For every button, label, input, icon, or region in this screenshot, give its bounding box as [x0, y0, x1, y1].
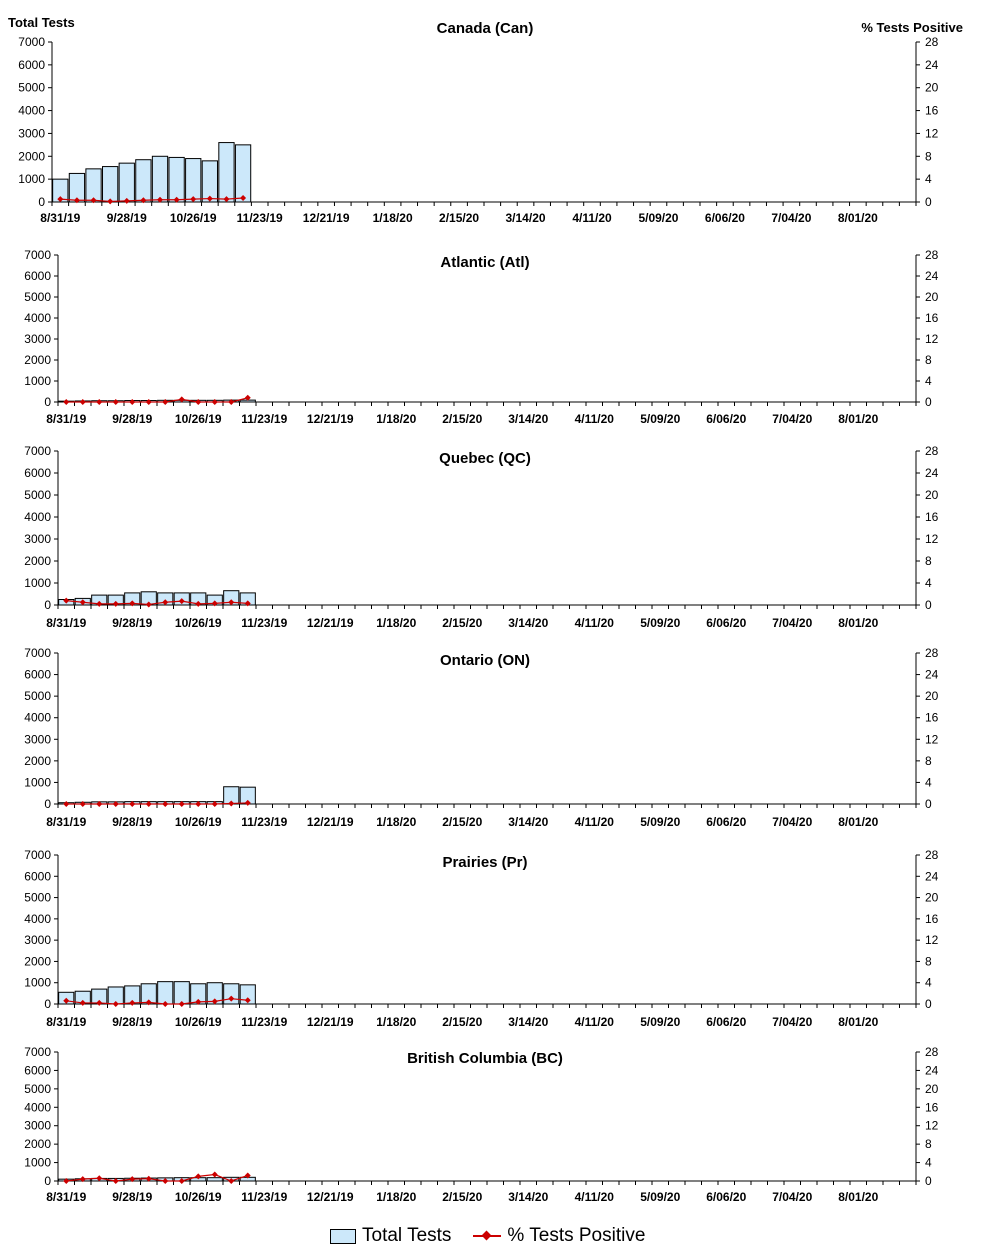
x-tick-label: 5/09/20 [640, 412, 681, 426]
chart-panel [24, 1045, 938, 1204]
right-tick-label: 0 [925, 195, 932, 209]
x-tick-label: 12/21/19 [306, 412, 354, 426]
right-tick-label: 4 [925, 775, 932, 790]
x-tick-label: 11/23/19 [241, 412, 288, 426]
chart-title: Prairies (Pr) [442, 854, 528, 871]
x-tick-label: 1/18/20 [376, 1015, 417, 1029]
x-tick-label: 11/23/19 [241, 815, 288, 829]
x-tick-label: 6/06/20 [706, 616, 747, 630]
left-tick-label: 4000 [24, 1100, 51, 1115]
chart-title: Ontario (ON) [440, 652, 530, 669]
left-tick-label: 2000 [24, 1137, 51, 1152]
point-percent-positive [129, 399, 135, 405]
x-tick-label: 1/18/20 [376, 412, 417, 426]
chart-panel [24, 248, 938, 426]
left-tick-label: 7000 [24, 646, 51, 660]
x-tick-label: 6/06/20 [704, 211, 745, 225]
x-tick-label: 8/31/19 [46, 1190, 87, 1204]
x-tick-label: 7/04/20 [772, 1015, 813, 1029]
legend-item-total-tests [330, 1225, 451, 1247]
x-tick-label: 3/14/20 [508, 412, 549, 426]
left-tick-label: 2000 [24, 753, 51, 768]
bar-total-tests [235, 145, 250, 202]
x-tick-label: 12/21/19 [306, 815, 354, 829]
x-tick-label: 8/31/19 [46, 1015, 87, 1029]
x-tick-label: 6/06/20 [706, 1015, 747, 1029]
x-tick-label: 9/28/19 [112, 412, 153, 426]
chart-title: Atlantic (Atl) [440, 254, 530, 271]
left-tick-label: 3000 [18, 126, 45, 141]
legend-bar-swatch [330, 1229, 356, 1244]
x-tick-label: 11/23/19 [241, 1190, 288, 1204]
chart-panel [24, 646, 938, 829]
left-tick-label: 5000 [24, 488, 51, 502]
left-tick-label: 0 [44, 598, 51, 612]
left-tick-label: 6000 [24, 667, 51, 682]
x-tick-label: 9/28/19 [112, 1190, 153, 1204]
right-tick-label: 24 [925, 466, 939, 480]
x-tick-label: 8/31/19 [46, 616, 87, 630]
right-tick-label: 12 [925, 126, 939, 141]
right-tick-label: 24 [925, 1063, 939, 1078]
bar-total-tests [158, 982, 173, 1004]
right-tick-label: 28 [925, 444, 939, 458]
right-tick-label: 20 [925, 488, 939, 502]
left-tick-label: 6000 [24, 869, 51, 884]
legend [330, 1222, 670, 1250]
x-tick-label: 9/28/19 [112, 815, 153, 829]
x-tick-label: 7/04/20 [772, 616, 813, 630]
left-tick-label: 5000 [24, 290, 51, 304]
right-tick-label: 16 [925, 1100, 939, 1115]
bar-total-tests [86, 169, 101, 202]
right-tick-label: 24 [925, 667, 939, 682]
chart-panel [24, 444, 938, 630]
point-percent-positive [80, 399, 86, 405]
chart-panel [18, 20, 938, 225]
right-tick-label: 8 [925, 954, 932, 969]
x-tick-label: 2/15/20 [442, 815, 483, 829]
left-tick-label: 0 [44, 395, 51, 409]
left-tick-label: 5000 [18, 80, 45, 95]
right-tick-label: 16 [925, 911, 939, 926]
x-tick-label: 4/11/20 [574, 412, 614, 426]
left-tick-label: 3000 [24, 933, 51, 948]
right-axis-title: % Tests Positive [861, 20, 963, 35]
x-tick-label: 10/26/19 [174, 815, 222, 829]
x-tick-label: 9/28/19 [112, 616, 153, 630]
x-tick-label: 3/14/20 [505, 211, 546, 225]
left-tick-label: 4000 [18, 103, 45, 118]
x-tick-label: 2/15/20 [442, 1190, 483, 1204]
x-tick-label: 12/21/19 [302, 211, 350, 225]
right-tick-label: 20 [925, 890, 939, 905]
right-tick-label: 28 [925, 646, 939, 660]
left-tick-label: 3000 [24, 1118, 51, 1133]
x-tick-label: 2/15/20 [442, 1015, 483, 1029]
right-tick-label: 28 [925, 848, 939, 862]
x-tick-label: 12/21/19 [306, 1190, 354, 1204]
x-tick-label: 10/26/19 [174, 616, 222, 630]
x-tick-label: 12/21/19 [306, 616, 354, 630]
left-tick-label: 7000 [18, 35, 45, 49]
x-tick-label: 1/18/20 [376, 1190, 417, 1204]
x-tick-label: 11/23/19 [236, 211, 283, 225]
x-tick-label: 3/14/20 [508, 1190, 549, 1204]
x-tick-label: 8/01/20 [837, 211, 878, 225]
right-tick-label: 4 [925, 975, 932, 990]
left-tick-label: 2000 [24, 353, 51, 367]
x-tick-label: 8/01/20 [838, 1190, 879, 1204]
left-tick-label: 5000 [24, 689, 51, 704]
left-tick-label: 1000 [24, 576, 51, 590]
right-tick-label: 28 [925, 248, 939, 262]
x-tick-label: 2/15/20 [442, 412, 483, 426]
x-tick-label: 7/04/20 [772, 1190, 813, 1204]
left-tick-label: 4000 [24, 510, 51, 524]
bar-total-tests [219, 143, 234, 202]
right-tick-label: 12 [925, 332, 939, 346]
x-tick-label: 3/14/20 [508, 815, 549, 829]
x-tick-label: 7/04/20 [772, 815, 813, 829]
x-tick-label: 8/01/20 [838, 815, 879, 829]
left-tick-label: 1000 [18, 172, 45, 187]
left-tick-label: 5000 [24, 1081, 51, 1096]
left-tick-label: 5000 [24, 890, 51, 905]
x-tick-label: 3/14/20 [508, 616, 549, 630]
left-tick-label: 1000 [24, 374, 51, 388]
x-tick-label: 2/15/20 [439, 211, 480, 225]
x-tick-label: 4/11/20 [574, 616, 614, 630]
x-tick-label: 8/01/20 [838, 616, 879, 630]
point-percent-positive [63, 399, 69, 405]
left-tick-label: 7000 [24, 248, 51, 262]
right-tick-label: 4 [925, 172, 932, 187]
left-tick-label: 1000 [24, 775, 51, 790]
x-tick-label: 7/04/20 [771, 211, 812, 225]
x-tick-label: 5/09/20 [638, 211, 679, 225]
left-tick-label: 6000 [18, 57, 45, 72]
left-tick-label: 6000 [24, 269, 51, 283]
left-tick-label: 2000 [24, 554, 51, 568]
right-tick-label: 28 [925, 1045, 939, 1059]
x-tick-label: 6/06/20 [706, 412, 747, 426]
x-tick-label: 10/26/19 [174, 412, 222, 426]
left-tick-label: 1000 [24, 975, 51, 990]
point-percent-positive [146, 399, 152, 405]
left-tick-label: 2000 [24, 954, 51, 969]
point-percent-positive [63, 801, 69, 807]
left-tick-label: 2000 [18, 149, 45, 164]
left-tick-label: 7000 [24, 444, 51, 458]
left-tick-label: 4000 [24, 311, 51, 325]
chart-title: British Columbia (BC) [407, 1050, 563, 1067]
x-tick-label: 4/11/20 [574, 1015, 614, 1029]
left-tick-label: 4000 [24, 911, 51, 926]
point-percent-positive [212, 1172, 218, 1178]
x-tick-label: 5/09/20 [640, 616, 681, 630]
right-tick-label: 12 [925, 933, 939, 948]
left-axis-title: Total Tests [8, 15, 75, 30]
point-percent-positive [113, 399, 119, 405]
left-tick-label: 1000 [24, 1155, 51, 1170]
left-tick-label: 3000 [24, 332, 51, 346]
right-tick-label: 8 [925, 149, 932, 164]
legend-item-percent-positive [473, 1225, 645, 1247]
bar-total-tests [186, 159, 201, 202]
left-tick-label: 0 [44, 997, 51, 1011]
right-tick-label: 20 [925, 1081, 939, 1096]
right-tick-label: 20 [925, 290, 939, 304]
right-tick-label: 16 [925, 510, 939, 524]
left-tick-label: 0 [44, 1174, 51, 1188]
x-tick-label: 1/18/20 [376, 815, 417, 829]
bar-total-tests [152, 156, 167, 202]
chart-title: Canada (Can) [436, 20, 534, 37]
right-tick-label: 28 [925, 35, 939, 49]
right-tick-label: 16 [925, 103, 939, 118]
x-tick-label: 6/06/20 [706, 815, 747, 829]
right-tick-label: 20 [925, 80, 939, 95]
left-tick-label: 0 [44, 797, 51, 811]
right-tick-label: 16 [925, 311, 939, 325]
right-tick-label: 12 [925, 1118, 939, 1133]
x-tick-label: 2/15/20 [442, 616, 483, 630]
x-tick-label: 8/01/20 [838, 1015, 879, 1029]
x-tick-label: 10/26/19 [174, 1015, 222, 1029]
right-tick-label: 0 [925, 797, 932, 811]
x-tick-label: 1/18/20 [376, 616, 417, 630]
bar-total-tests [119, 163, 134, 202]
bar-total-tests [136, 160, 151, 202]
right-tick-label: 0 [925, 395, 932, 409]
chart-title: Quebec (QC) [439, 450, 531, 467]
x-tick-label: 8/31/19 [46, 815, 87, 829]
right-tick-label: 8 [925, 353, 932, 367]
chart-panel [24, 848, 938, 1029]
x-tick-label: 5/09/20 [640, 1015, 681, 1029]
right-tick-label: 0 [925, 1174, 932, 1188]
left-tick-label: 3000 [24, 732, 51, 747]
x-tick-label: 6/06/20 [706, 1190, 747, 1204]
x-tick-label: 4/11/20 [574, 1190, 614, 1204]
right-tick-label: 0 [925, 598, 932, 612]
left-tick-label: 7000 [24, 848, 51, 862]
legend-label-total-tests: Total Tests [362, 1225, 452, 1246]
x-tick-label: 8/31/19 [40, 211, 81, 225]
right-tick-label: 24 [925, 869, 939, 884]
point-percent-positive [96, 399, 102, 405]
x-tick-label: 11/23/19 [241, 616, 288, 630]
right-tick-label: 12 [925, 732, 939, 747]
x-tick-label: 7/04/20 [772, 412, 813, 426]
right-tick-label: 0 [925, 997, 932, 1011]
x-tick-label: 9/28/19 [112, 1015, 153, 1029]
right-tick-label: 20 [925, 689, 939, 704]
right-tick-label: 24 [925, 269, 939, 283]
legend-line-swatch [473, 1229, 501, 1243]
chart-panels [18, 20, 938, 1204]
left-tick-label: 7000 [24, 1045, 51, 1059]
right-tick-label: 8 [925, 753, 932, 768]
right-tick-label: 4 [925, 576, 932, 590]
x-tick-label: 11/23/19 [241, 1015, 288, 1029]
left-tick-label: 0 [38, 195, 45, 209]
x-tick-label: 1/18/20 [372, 211, 413, 225]
x-tick-label: 3/14/20 [508, 1015, 549, 1029]
x-tick-label: 9/28/19 [106, 211, 147, 225]
right-tick-label: 4 [925, 374, 932, 388]
bar-total-tests [174, 982, 189, 1004]
right-tick-label: 16 [925, 710, 939, 725]
left-tick-label: 4000 [24, 710, 51, 725]
right-tick-label: 12 [925, 532, 939, 546]
x-tick-label: 5/09/20 [640, 1190, 681, 1204]
x-tick-label: 10/26/19 [174, 1190, 222, 1204]
right-tick-label: 8 [925, 554, 932, 568]
right-tick-label: 8 [925, 1137, 932, 1152]
legend-label-percent-positive: % Tests Positive [507, 1225, 646, 1246]
x-tick-label: 8/31/19 [46, 412, 87, 426]
right-tick-label: 24 [925, 57, 939, 72]
x-tick-label: 5/09/20 [640, 815, 681, 829]
x-tick-label: 4/11/20 [574, 815, 614, 829]
bar-total-tests [169, 157, 184, 202]
x-tick-label: 8/01/20 [838, 412, 879, 426]
x-tick-label: 12/21/19 [306, 1015, 354, 1029]
x-tick-label: 4/11/20 [572, 211, 612, 225]
left-tick-label: 6000 [24, 1063, 51, 1078]
x-tick-label: 10/26/19 [169, 211, 217, 225]
left-tick-label: 6000 [24, 466, 51, 480]
bar-total-tests [103, 167, 118, 202]
left-tick-label: 3000 [24, 532, 51, 546]
right-tick-label: 4 [925, 1155, 932, 1170]
